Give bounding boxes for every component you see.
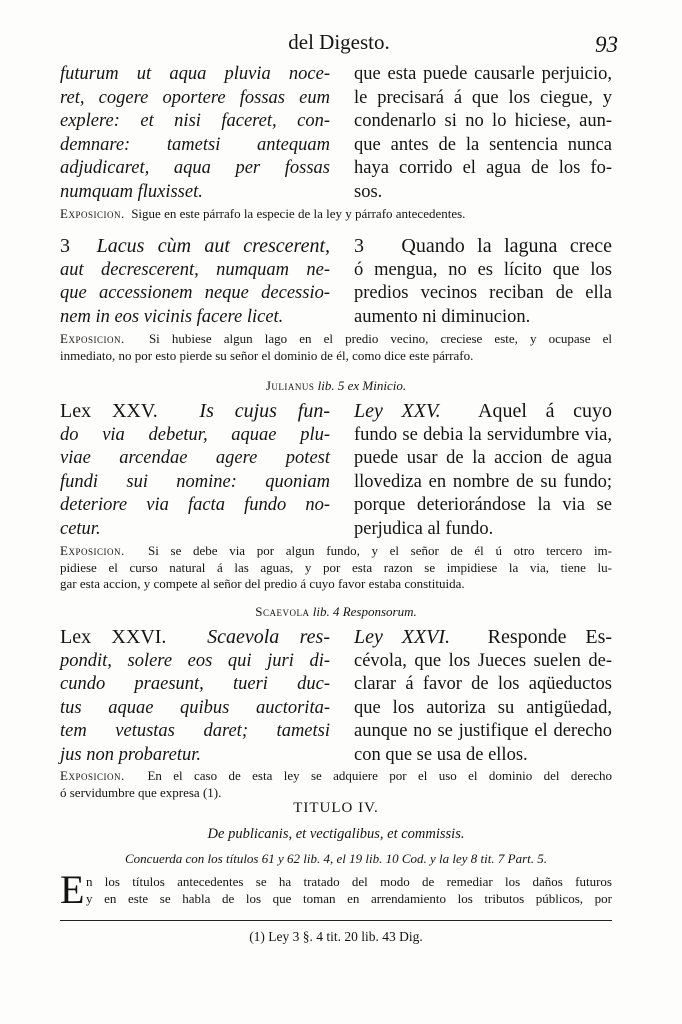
latin-line: futurum ut aqua pluvia noce-: [60, 64, 330, 84]
spanish-line: ó mengua, no es lícito que los: [354, 259, 612, 280]
lex-number: Lex XXVI.: [60, 626, 167, 648]
latin-column: [60, 235, 330, 329]
spanish-line: que esta puede causarle perjuicio,: [354, 64, 612, 84]
spanish-line: le precisará á que los ciegue, y: [354, 87, 612, 108]
spanish-line: condenarlo si no lo hiciese, aun-: [354, 111, 612, 131]
exposicion-label: Exposicion.: [60, 543, 125, 558]
source-citation-1: [60, 378, 612, 394]
footnote-rule: [60, 920, 612, 921]
latin-line: adjudicaret, aqua per fossas: [60, 158, 330, 178]
paragraph-number: 3: [60, 235, 70, 257]
latin-line: [60, 235, 330, 259]
latin-line: aut decrescerent, numquam ne-: [60, 259, 330, 280]
exposicion-text: Si hubiese algun lago en el predio vecino, creciese este, y ocupase el: [148, 331, 612, 346]
latin-line: deteriore via facta fundo no-: [60, 495, 330, 515]
spanish-line: fundo se debia la servidumbre via,: [354, 424, 612, 445]
latin-line: numquam fluxisset.: [60, 181, 203, 202]
source-author: Scaevola: [255, 604, 310, 619]
lex-number: Lex XXV.: [60, 400, 158, 422]
latin-line: cundo praesunt, tueri duc-: [60, 674, 330, 694]
latin-line: nem in eos vicinis facere licet.: [60, 306, 284, 327]
spanish-column: [354, 63, 612, 204]
exposicion-2: [60, 331, 612, 364]
titulo-subtitle: De publicanis, et vectigalibus, et commissis.: [207, 826, 465, 842]
intro-line: y en este se habla de los que toman en arrendamiento los tributos públicos, por: [86, 890, 612, 906]
latin-column: [60, 626, 330, 767]
latin-column: [60, 63, 330, 204]
spanish-line: con que se usa de ellos.: [354, 744, 528, 765]
spanish-line: puede usar de la accion de agua: [354, 448, 612, 468]
spanish-line: porque deteriorándose la via se: [354, 495, 612, 515]
paragraph-pair-4: [60, 626, 612, 767]
exposicion-line: inmediato, no por esto pierde su señor el dominio de él, como dice este párrafo.: [60, 347, 474, 363]
spanish-line: que antes de la sentencia nunca: [354, 134, 612, 155]
exposicion-label: Exposicion.: [60, 331, 125, 346]
exposicion-line: [60, 768, 612, 785]
spanish-line: predios vecinos reciban de ella: [354, 283, 612, 303]
titulo-heading: TITULO IV.: [293, 800, 379, 816]
concuerda-line: Concuerda con los títulos 61 y 62 lib. 4, el 19 lib. 10 Cod. y la ley 8 tit. 7 Part. 5.: [125, 851, 547, 866]
latin-line: que accessionem neque decessio-: [60, 283, 330, 303]
spanish-column: [354, 400, 612, 541]
exposicion-line: [60, 543, 612, 560]
exposicion-line: [60, 331, 612, 348]
running-header: [60, 30, 618, 60]
spanish-line: aumento ni diminucion.: [354, 306, 531, 327]
exposicion-line: pidiese el curso natural á las aguas, y por esta razon se impidiese la via, tiene lu-: [60, 559, 612, 575]
source-citation-2: [60, 604, 612, 620]
spanish-first-text: Aquel á cuyo: [478, 400, 613, 422]
page-number: 93: [595, 32, 618, 57]
spanish-line: [354, 626, 612, 650]
latin-line: ret, cogere oportere fossas eum: [60, 87, 330, 108]
latin-line: cetur.: [60, 518, 101, 539]
exposicion-line: ó servidumbre que expresa (1).: [60, 784, 222, 800]
latin-line: fundi sui nomine: quoniam: [60, 471, 330, 492]
spanish-line: clarar á favor de los aqüeductos: [354, 674, 612, 694]
exposicion-text: Si se debe via por algun fundo, y el señor de él ú otro tercero im-: [148, 543, 612, 558]
intro-paragraph: [60, 867, 612, 912]
spanish-column: [354, 235, 612, 329]
exposicion-text: En el caso de esta ley se adquiere por el uso el dominio del derecho: [147, 768, 613, 783]
spanish-line: [354, 235, 612, 259]
spanish-line: [354, 400, 612, 424]
source-work: lib. 4 Responsorum.: [312, 604, 417, 619]
intro-text: [86, 874, 612, 907]
latin-first-text: Is cujus fun-: [199, 400, 330, 422]
latin-line: tem vetustas daret; tametsi: [60, 721, 330, 741]
exposicion-text: Sigue en este párrafo la especie de la ley y párrafo antecedentes.: [131, 206, 466, 221]
spanish-line: perjudica al fundo.: [354, 518, 494, 539]
paragraph-pair-1: [60, 63, 612, 204]
spanish-line: que los autoriza su antigüedad,: [354, 697, 612, 718]
latin-line: [60, 626, 330, 650]
latin-line: demnare: tametsi antequam: [60, 134, 330, 155]
drop-cap: E: [60, 867, 85, 912]
exposicion-label: Exposicion.: [60, 206, 125, 221]
spanish-line: aunque no se justifique el derecho: [354, 721, 612, 741]
paragraph-pair-3: [60, 400, 612, 541]
latin-line: viae arcendae agere potest: [60, 448, 330, 468]
latin-line: [60, 400, 330, 424]
intro-line: n los títulos antecedentes se ha tratado del modo de remediar los daños futuros: [86, 874, 612, 889]
exposicion-1: [60, 206, 612, 223]
spanish-line: sos.: [354, 181, 383, 202]
exposicion-line: [60, 206, 612, 223]
spanish-line: haya corrido el agua de los fo-: [354, 158, 612, 178]
latin-line: tus aquae quibus auctorita-: [60, 697, 330, 718]
exposicion-4: [60, 768, 612, 801]
latin-column: [60, 400, 330, 541]
paragraph-pair-2: [60, 235, 612, 329]
latin-line: jus non probaretur.: [60, 744, 201, 765]
spanish-line: cévola, que los Jueces suelen de-: [354, 650, 612, 671]
exposicion-line: gar esta accion, y compete al señor del predio á cuyo favor estaba constituida.: [60, 576, 465, 591]
spanish-line: llovediza en nombre de su fundo;: [354, 471, 612, 492]
latin-line: do via debetur, aquae plu-: [60, 424, 330, 445]
ley-number: Ley XXV.: [354, 400, 441, 422]
source-author: Julianus: [265, 378, 315, 393]
footnote: (1) Ley 3 §. 4 tit. 20 lib. 43 Dig.: [249, 929, 423, 944]
latin-first-text: Lacus cùm aut crescerent,: [96, 235, 331, 257]
exposicion-label: Exposicion.: [60, 768, 125, 783]
latin-line: explere: et nisi faceret, con-: [60, 111, 330, 131]
latin-first-text: Scaevola res-: [207, 626, 330, 648]
exposicion-3: [60, 543, 612, 593]
spanish-column: [354, 626, 612, 767]
ley-number: Ley XXVI.: [354, 626, 451, 648]
latin-line: pondit, solere eos qui juri di-: [60, 650, 330, 671]
spanish-first-text: Responde Es-: [487, 626, 613, 648]
source-work: lib. 5 ex Minicio.: [317, 378, 407, 393]
spanish-first-text: Quando la laguna crece: [401, 235, 613, 257]
paragraph-number: 3: [354, 235, 364, 257]
running-title: del Digesto.: [288, 30, 390, 54]
